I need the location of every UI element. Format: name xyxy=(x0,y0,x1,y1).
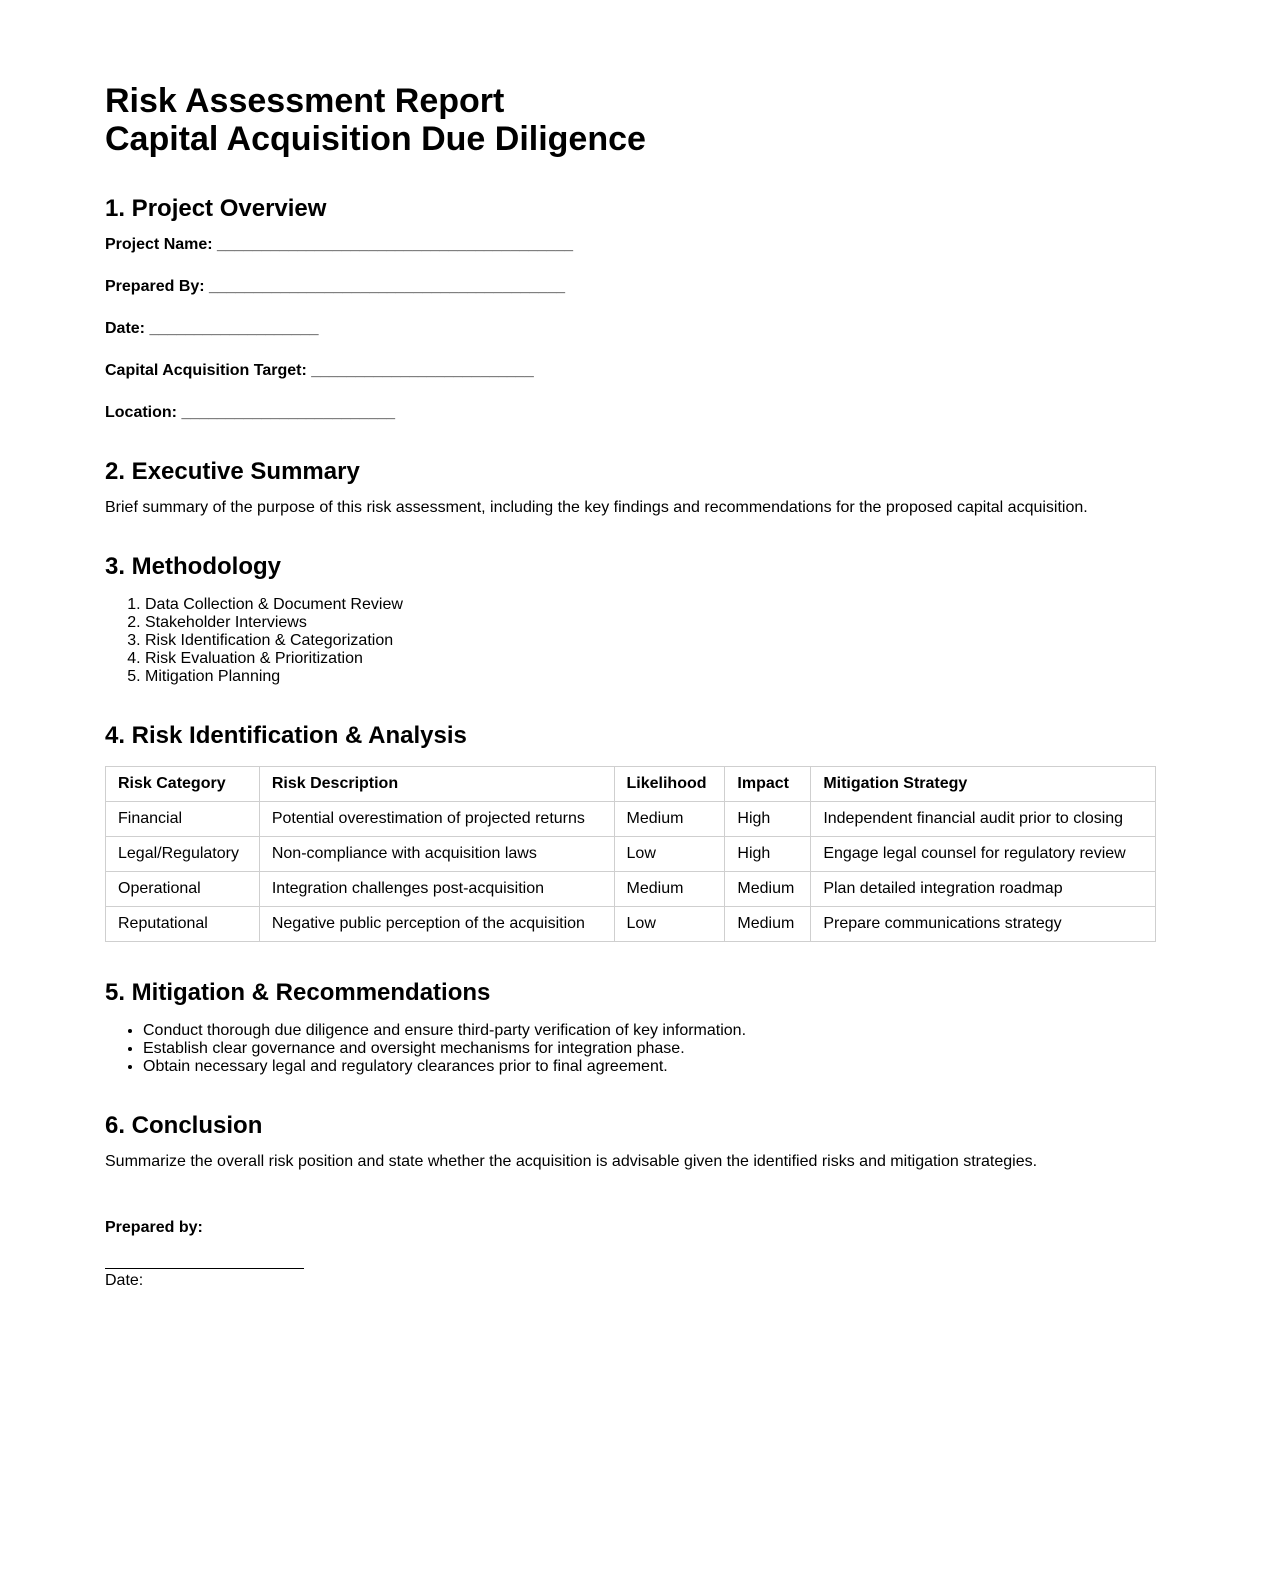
conclusion-text: Summarize the overall risk position and state whether the acquisition is advisable given the identified risks and mitigation strategies. xyxy=(105,1153,1038,1170)
list-item: • Conduct thorough due diligence and ensure third-party verification of key information. xyxy=(143,1022,1157,1040)
cell-risk-category: Legal/Regulatory xyxy=(106,837,260,872)
cell-mitigation-strategy: Plan detailed integration roadmap xyxy=(811,872,1156,907)
methodology-list xyxy=(105,596,1157,686)
prepared-by-label: Prepared by: xyxy=(105,1219,203,1236)
list-item: • Obtain necessary legal and regulatory clearances prior to final agreement. xyxy=(143,1058,1157,1076)
cell-impact: High xyxy=(725,802,811,837)
field-blank: ________________________ xyxy=(181,404,396,421)
project-overview-fields xyxy=(105,235,1157,423)
column-header-risk-category: Risk Category xyxy=(106,767,260,802)
date-label: Date: xyxy=(105,1272,144,1289)
section-heading-risk-analysis: 4. Risk Identification & Analysis xyxy=(105,722,467,749)
section-heading-project-overview: 1. Project Overview xyxy=(105,195,327,222)
field-blank: ________________________________________ xyxy=(209,278,565,295)
section-heading-executive-summary: 2. Executive Summary xyxy=(105,458,360,485)
cell-impact: Medium xyxy=(725,872,811,907)
title-line-1: Risk Assessment Report xyxy=(105,82,505,120)
field-blank: ________________________________________ xyxy=(217,236,573,253)
cell-likelihood: Medium xyxy=(614,802,725,837)
cell-likelihood: Low xyxy=(614,837,725,872)
list-item: • Establish clear governance and oversight mechanisms for integration phase. xyxy=(143,1040,1157,1058)
list-item: 5. Mitigation Planning xyxy=(145,668,1157,686)
cell-risk-description: Non-compliance with acquisition laws xyxy=(259,837,614,872)
table-header-row xyxy=(106,767,1156,802)
cell-risk-description: Negative public perception of the acquisition xyxy=(259,907,614,942)
list-item: 2. Stakeholder Interviews xyxy=(145,614,1157,632)
title-line-2: Capital Acquisition Due Diligence xyxy=(105,120,646,158)
risk-table xyxy=(105,766,1156,942)
document-title xyxy=(105,82,1157,158)
signature-block xyxy=(105,1268,1157,1289)
cell-risk-category: Financial xyxy=(106,802,260,837)
list-item: 4. Risk Evaluation & Prioritization xyxy=(145,650,1157,668)
signature-line xyxy=(105,1268,304,1269)
field-label: Location: xyxy=(105,404,177,421)
cell-likelihood: Medium xyxy=(614,872,725,907)
cell-risk-description: Potential overestimation of projected returns xyxy=(259,802,614,837)
field-acquisition-target xyxy=(105,361,1157,403)
column-header-impact: Impact xyxy=(725,767,811,802)
field-location xyxy=(105,403,1157,423)
field-label: Date: xyxy=(105,320,146,337)
cell-mitigation-strategy: Engage legal counsel for regulatory review xyxy=(811,837,1156,872)
cell-risk-category: Reputational xyxy=(106,907,260,942)
section-heading-methodology: 3. Methodology xyxy=(105,553,281,580)
cell-risk-description: Integration challenges post-acquisition xyxy=(259,872,614,907)
cell-impact: High xyxy=(725,837,811,872)
table-row xyxy=(106,837,1156,872)
section-heading-conclusion: 6. Conclusion xyxy=(105,1112,263,1139)
document-content xyxy=(105,82,1157,1289)
field-date xyxy=(105,319,1157,361)
cell-mitigation-strategy: Prepare communications strategy xyxy=(811,907,1156,942)
column-header-risk-description: Risk Description xyxy=(259,767,614,802)
list-item: 1. Data Collection & Document Review xyxy=(145,596,1157,614)
mitigation-list xyxy=(105,1022,1157,1076)
field-label: Capital Acquisition Target: xyxy=(105,362,307,379)
table-row xyxy=(106,802,1156,837)
cell-impact: Medium xyxy=(725,907,811,942)
column-header-mitigation-strategy: Mitigation Strategy xyxy=(811,767,1156,802)
field-blank: ___________________ xyxy=(149,320,319,337)
executive-summary-text: Brief summary of the purpose of this risk assessment, including the key findings and recommendations for the proposed capital acquisition. xyxy=(105,499,1088,516)
field-project-name xyxy=(105,235,1157,277)
section-heading-mitigation: 5. Mitigation & Recommendations xyxy=(105,979,491,1006)
table-row xyxy=(106,907,1156,942)
list-item: 3. Risk Identification & Categorization xyxy=(145,632,1157,650)
field-label: Prepared By: xyxy=(105,278,205,295)
column-header-likelihood: Likelihood xyxy=(614,767,725,802)
cell-likelihood: Low xyxy=(614,907,725,942)
field-blank: _________________________ xyxy=(311,362,534,379)
date-label-clipped xyxy=(105,1271,505,1289)
field-prepared-by xyxy=(105,277,1157,319)
cell-mitigation-strategy: Independent financial audit prior to closing xyxy=(811,802,1156,837)
field-label: Project Name: xyxy=(105,236,213,253)
cell-risk-category: Operational xyxy=(106,872,260,907)
table-row xyxy=(106,872,1156,907)
